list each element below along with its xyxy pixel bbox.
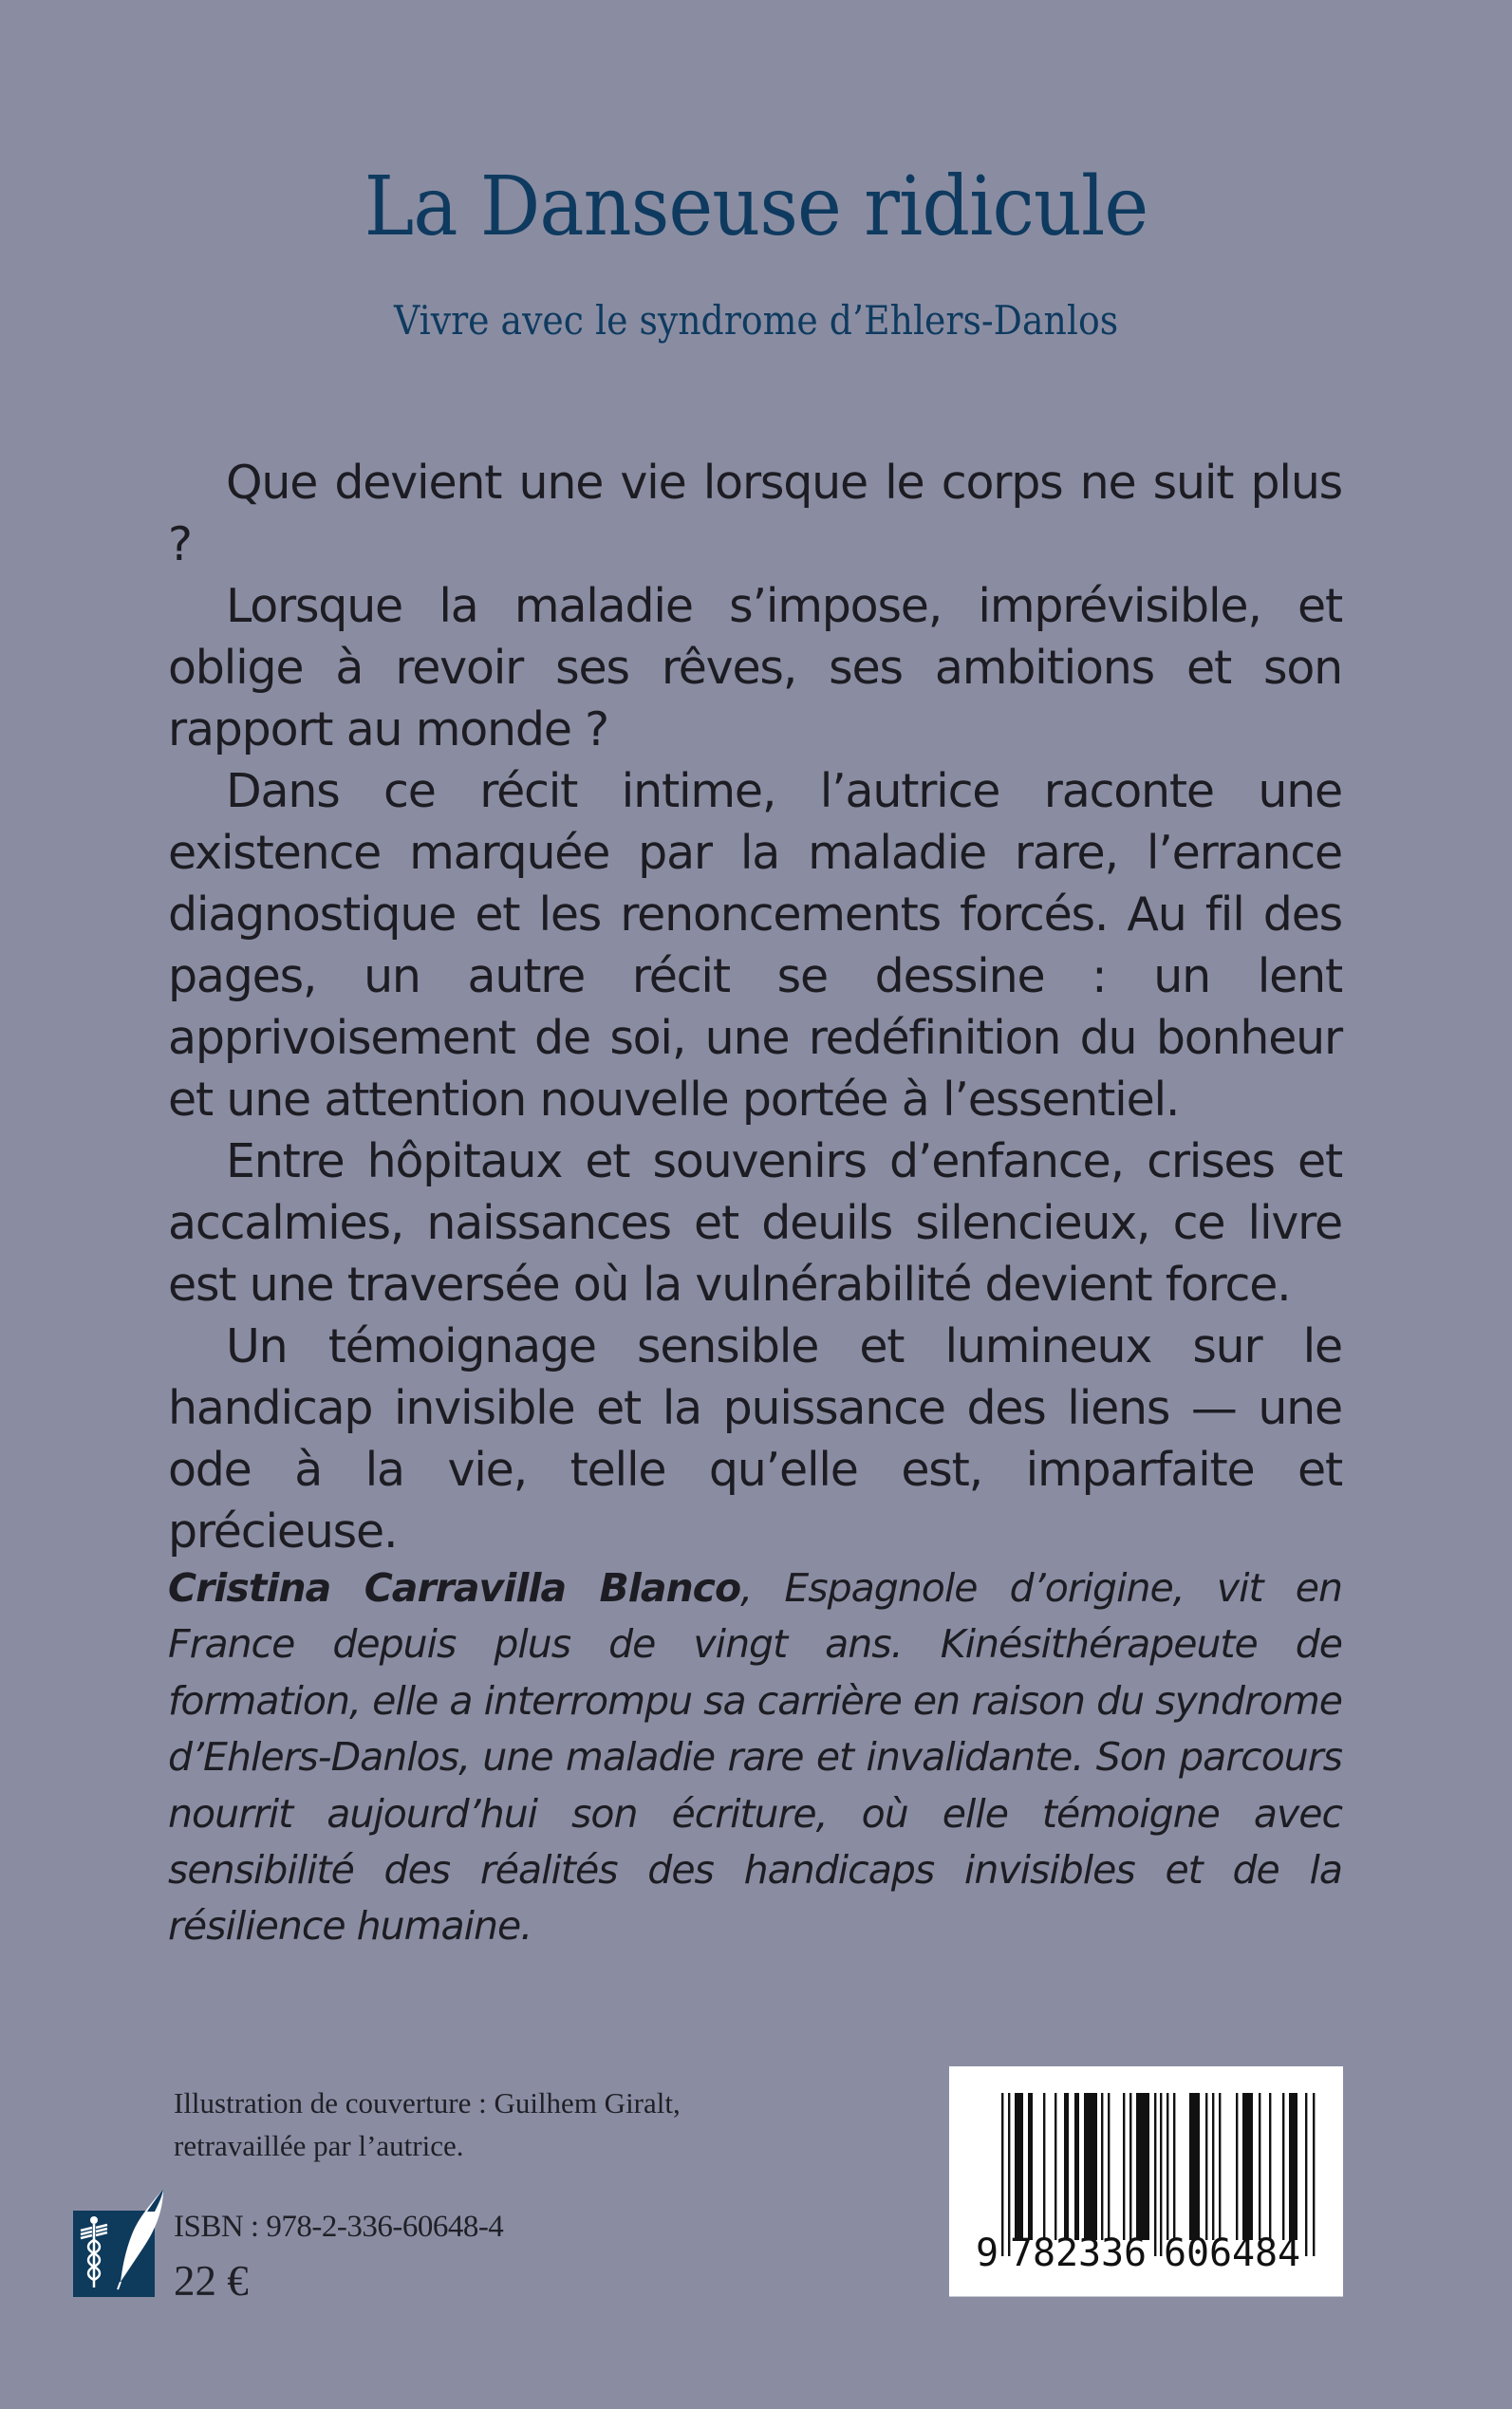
illustration-credit (174, 2082, 838, 2167)
blurb-paragraph: Un témoignage sensible et lumineux sur le handicap invisible et la puissance des liens — une ode à la vie, telle qu’elle est, imparfaite et précieuse. (168, 1319, 1342, 1559)
isbn-label: ISBN : 978-2-336-60648-4 (174, 2210, 504, 2244)
barcode-digit: 8 (1255, 2232, 1279, 2275)
blurb-text (168, 452, 1342, 1562)
barcode-digit: 4 (1232, 2232, 1256, 2275)
barcode-digit: 6 (1164, 2232, 1187, 2275)
barcode-digit: 6 (1209, 2232, 1233, 2275)
author-name: Cristina Carravilla Blanco (168, 1565, 741, 1611)
book-title: La Danseuse ridicule (364, 159, 1148, 254)
blurb-paragraph: Que devient une vie lorsque le corps ne suit plus ? (168, 456, 1342, 571)
blurb-paragraph: Entre hôpitaux et souvenirs d’enfance, crises et accalmies, naissances et deuils silencieux, ce livre est une traversée où la vulnérabilité devient force. (168, 1134, 1342, 1312)
price-label: 22 € (174, 2257, 249, 2305)
barcode-digit: 3 (1078, 2232, 1102, 2275)
blurb-paragraph: Dans ce récit intime, l’autrice raconte une existence marquée par la maladie rare, l’errance diagnostique et les renoncements forcés. Au fil des pages, un autre récit se dessine : un lent apprivoisement de soi, une redéfinition du bonheur et une attention nouvelle portée à l’essentiel. (168, 764, 1342, 1127)
barcode-digit: 9 (976, 2232, 999, 2275)
barcode-digit: 0 (1186, 2232, 1210, 2275)
author-bio-text: , Espagnole d’origine, vit en France depuis plus de vingt ans. Kinésithérapeute de formation, elle a interrompu sa carrière en raison du syndrome d’Ehlers-Danlos, une maladie rare et invalidante. Son parcours nourrit aujourd’hui son écriture, où elle témoigne avec sensibilité des réalités des handicaps invisibles et de la résilience humaine. (168, 1565, 1342, 1950)
barcode-digit: 4 (1278, 2232, 1301, 2275)
barcode-digit: 6 (1124, 2232, 1148, 2275)
book-subtitle: Vivre avec le syndrome d’Ehlers-Danlos (394, 297, 1119, 344)
barcode-digit: 3 (1101, 2232, 1125, 2275)
caduceus-feather-logo-icon (73, 2189, 168, 2297)
illustration-credit-line: retravaillée par l’autrice. (174, 2129, 464, 2162)
author-bio (168, 1560, 1342, 1955)
illustration-credit-line: Illustration de couverture : Guilhem Giralt, (174, 2086, 681, 2120)
barcode-digit: 8 (1033, 2232, 1056, 2275)
blurb-paragraph: Lorsque la maladie s’impose, imprévisible, et oblige à revoir ses rêves, ses ambitions et son rapport au monde ? (168, 579, 1342, 756)
barcode-digit: 7 (1010, 2232, 1034, 2275)
barcode-digit: 2 (1055, 2232, 1079, 2275)
